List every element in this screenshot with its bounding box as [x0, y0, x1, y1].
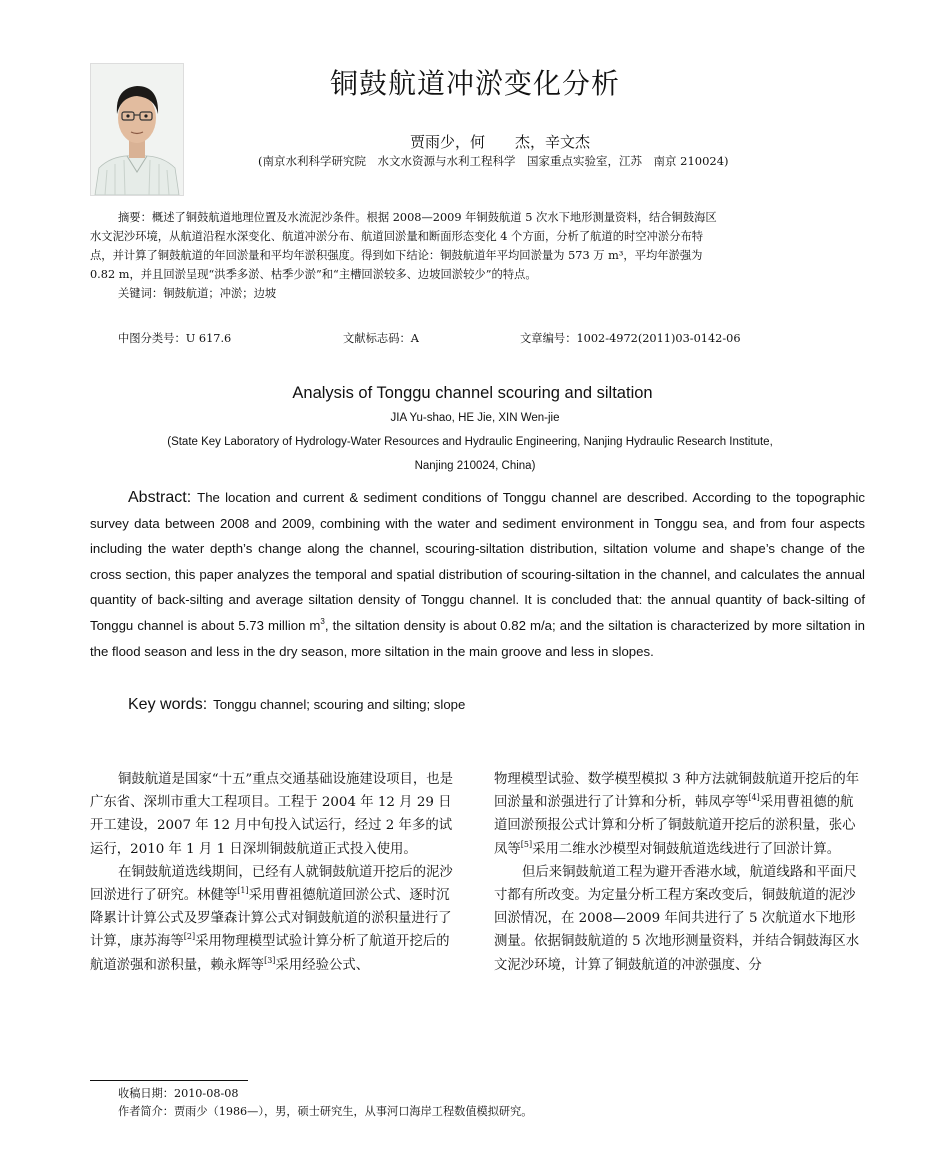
body-paragraph: [90, 861, 455, 977]
abstract-en: [90, 485, 865, 664]
body-column-left: [90, 768, 455, 977]
clc-value: U 617.6: [185, 332, 232, 345]
body-paragraph: 但后来铜鼓航道工程为避开香港水域，航道线路和平面尺寸都有所改变。为定量分析工程方案改变后，铜鼓航道的泥沙回淤情况，在 2008—2009 年间共进行了 5 次航道水下地形测量。依据铜鼓航道的 5 次地形测量资料，并结合铜鼓海区水文泥沙环境，计算了铜鼓航道的冲淤强度、分: [494, 864, 860, 973]
citation-4[interactable]: [4]: [748, 793, 760, 803]
authors-en: JIA Yu-shao, HE Jie, XIN Wen-jie: [390, 412, 560, 424]
received-date: 2010-08-08: [173, 1087, 239, 1100]
doc-code-label: 文献标志码：: [343, 332, 411, 345]
abstract-cn: [90, 208, 860, 303]
paper-title-en: Analysis of Tonggu channel scouring and siltation: [292, 384, 653, 402]
doc-code-value: A: [410, 332, 419, 345]
article-no-value: 1002-4972(2011)03-0142-06: [576, 332, 741, 345]
abstract-cn-line-4: 0.82 m，并且回淤呈现“洪季多淤、枯季少淤”和“主槽回淤较多、边坡回淤较少”的特点。: [90, 268, 537, 281]
article-no-label: 文章编号：: [520, 332, 577, 345]
citation-2[interactable]: [2]: [183, 932, 196, 942]
paper-title-cn: 铜鼓航道冲淤变化分析: [329, 67, 620, 100]
citation-1[interactable]: [1]: [237, 886, 249, 896]
author-bio: 贾雨少（1986—），男，硕士研究生，从事河口海岸工程数值模拟研究。: [173, 1105, 533, 1118]
classification-row: [118, 330, 878, 346]
body-text: 采用经验公式、: [275, 957, 370, 973]
keywords-en: Tonggu channel; scouring and silting; slope: [213, 697, 466, 712]
body-paragraph: 铜鼓航道是国家“十五”重点交通基础设施建设项目，也是广东省、深圳市重大工程项目。工程于 2004 年 12 月 29 日开工建设，2007 年 12 月中旬投入试运行，经过 2 年多的试运行，2010 年 1 月 1 日深圳铜鼓航道正式投入使用。: [90, 772, 454, 857]
footnote-divider: [90, 1080, 248, 1081]
abstract-cn-label: 摘要：: [118, 211, 152, 224]
body-column-right: [494, 768, 862, 977]
body-text: 采用物理模型试验计算分析了航道开挖后的航道淤强和淤积量，赖永辉等: [90, 934, 450, 973]
abstract-en-label: Abstract:: [128, 489, 192, 506]
abstract-en-text-1: The location and current & sediment conditions of Tonggu channel are described. According to the topographic survey data between 2008 and 2009, combining with the water and sediment environment in Tonggu sea, and from four aspects including the water depth’s change along the channel, scouring-siltation distribution, siltation volume and shape’s change of the cross section, this paper analyzes the temporal and spatial distribution of scouring-siltation in the channel, and calculates the annual quantity of back-silting and average siltation density of Tonggu channel. It is concluded that: the annual quantity of back-silting of Tonggu channel is about 5.73 million m: [90, 490, 865, 633]
abstract-en-text-2: , the siltation density is about 0.82 m/a; and the siltation is characterized by more siltation in the flood season and less in the dry season, more siltation in the main groove and less in slopes.: [90, 617, 865, 659]
body-text: 采用曹祖德航道回淤公式、逐时沉降累计计算公式及罗肇森计算公式对铜鼓航道的淤积量进行了计算，康苏海等: [90, 888, 452, 950]
keywords-en-row: [128, 696, 465, 714]
body-paragraph: [494, 768, 862, 861]
affiliation-cn: (南京水利科学研究院 水文水资源与水利工程科学 国家重点实验室，江苏 南京 210024): [258, 154, 729, 168]
affiliation-en-line-1: (State Key Laboratory of Hydrology-Water Resources and Hydraulic Engineering, Nanjing Hydraulic Research Institute,: [167, 436, 773, 448]
citation-3[interactable]: [3]: [264, 955, 276, 965]
abstract-cn-line-2: 水文泥沙环境，从航道沿程水深变化、航道冲淤分布、航道回淤量和断面形态变化 4 个方面，分析了航道的时空冲淤分布特: [90, 230, 704, 243]
citation-5[interactable]: [5]: [520, 839, 533, 849]
clc-label: 中图分类号：: [118, 332, 186, 345]
author-bio-label: 作者简介：: [118, 1105, 174, 1118]
authors-cn: 贾雨少，何 杰，辛文杰: [409, 133, 590, 151]
body-text: 在铜鼓航道选线期间，已经有人就铜鼓航道开挖后的泥沙回淤进行了研究。林健等: [90, 864, 453, 904]
keywords-en-label: Key words:: [128, 696, 208, 713]
keywords-cn: 铜鼓航道；冲淤；边坡: [163, 287, 277, 300]
abstract-en-superscript: 3: [320, 616, 325, 626]
footnotes: [118, 1085, 532, 1121]
received-label: 收稿日期：: [118, 1087, 174, 1100]
body-text: 采用二维水沙模型对铜鼓航道选线进行了回淤计算。: [532, 841, 841, 857]
abstract-cn-line-1: 概述了铜鼓航道地理位置及水流泥沙条件。根据 2008—2009 年铜鼓航道 5 次水下地形测量资料，结合铜鼓海区: [151, 211, 717, 224]
body-text: 物理模型试验、数学模型模拟 3 种方法就铜鼓航道开挖后的年回淤量和淤强进行了计算和分析，韩凤亭等: [494, 772, 860, 811]
abstract-cn-line-3: 点，并计算了铜鼓航道的年回淤量和平均年淤积强度。得到如下结论：铜鼓航道年平均回淤量为 573 万 m³，平均年淤强为: [90, 249, 703, 262]
affiliation-en-line-2: Nanjing 210024, China): [414, 460, 536, 472]
body-text: 采用曹祖德的航道回淤预报公式计算和分析了铜鼓航道开挖后的淤积量，张心凤等: [494, 795, 856, 857]
keywords-cn-label: 关键词：: [118, 287, 164, 300]
